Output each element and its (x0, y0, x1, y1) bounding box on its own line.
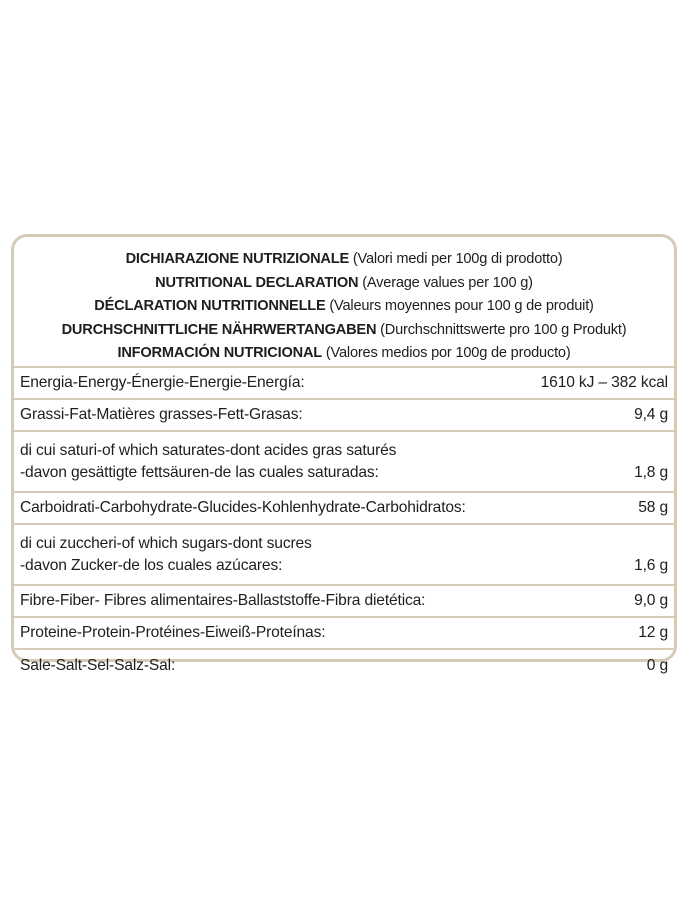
row-value: 1,8 g (634, 464, 668, 481)
nutrition-header (14, 237, 674, 368)
row-saturates (14, 432, 674, 493)
row-value: 9,0 g (634, 592, 668, 609)
row-label: Fibre-Fiber- Fibres alimentaires-Ballaststoffe-Fibra dietética: (20, 592, 426, 609)
nutrition-table (11, 234, 677, 674)
row-label: Proteine-Protein-Protéines-Eiweiß-Proteínas: (20, 624, 326, 641)
header-line-italian: DICHIARAZIONE NUTRIZIONALE (Valori medi per 100g di prodotto) (125, 251, 563, 267)
row-value: 12 g (638, 624, 668, 641)
row-value: 1,6 g (634, 557, 668, 574)
row-label: Sale-Salt-Sel-Salz-Sal: (20, 657, 176, 674)
row-value: 0 g (646, 657, 668, 674)
row-sugars (14, 525, 674, 586)
row-protein (14, 618, 674, 650)
row-label: Grassi-Fat-Matières grasses-Fett-Grasas: (20, 406, 303, 423)
row-label-line-1: di cui zuccheri-of which sugars-dont sucres (20, 535, 312, 552)
row-label: Energia-Energy-Énergie-Energie-Energía: (20, 374, 305, 391)
row-label-line-2: -davon gesättigte fettsäuren-de las cuales saturadas: (20, 464, 379, 481)
row-carbohydrate (14, 493, 674, 525)
header-line-english: NUTRITIONAL DECLARATION (Average values per 100 g) (155, 274, 533, 291)
row-energy (14, 368, 674, 400)
header-line-spanish: INFORMACIÓN NUTRICIONAL (Valores medios por 100g de producto) (117, 345, 571, 362)
row-label-line-2: -davon Zucker-de los cuales azúcares: (20, 557, 283, 574)
row-fat (14, 400, 674, 432)
row-fibre (14, 586, 674, 618)
row-value: 1610 kJ – 382 kcal (540, 374, 668, 391)
row-label (20, 533, 312, 577)
row-label-line-1: di cui saturi-of which saturates-dont acides gras saturés (20, 442, 397, 459)
row-value: 9,4 g (634, 406, 668, 423)
header-line-french: DÉCLARATION NUTRITIONNELLE (Valeurs moyennes pour 100 g de produit) (94, 298, 594, 315)
row-value: 58 g (638, 499, 668, 516)
row-label (20, 440, 396, 484)
header-line-german: DURCHSCHNITTLICHE NÄHRWERTANGABEN (Durchschnittswerte pro 100 g Produkt) (61, 321, 627, 338)
row-salt (14, 650, 674, 682)
row-label: Carboidrati-Carbohydrate-Glucides-Kohlenhydrate-Carbohidratos: (20, 499, 466, 516)
